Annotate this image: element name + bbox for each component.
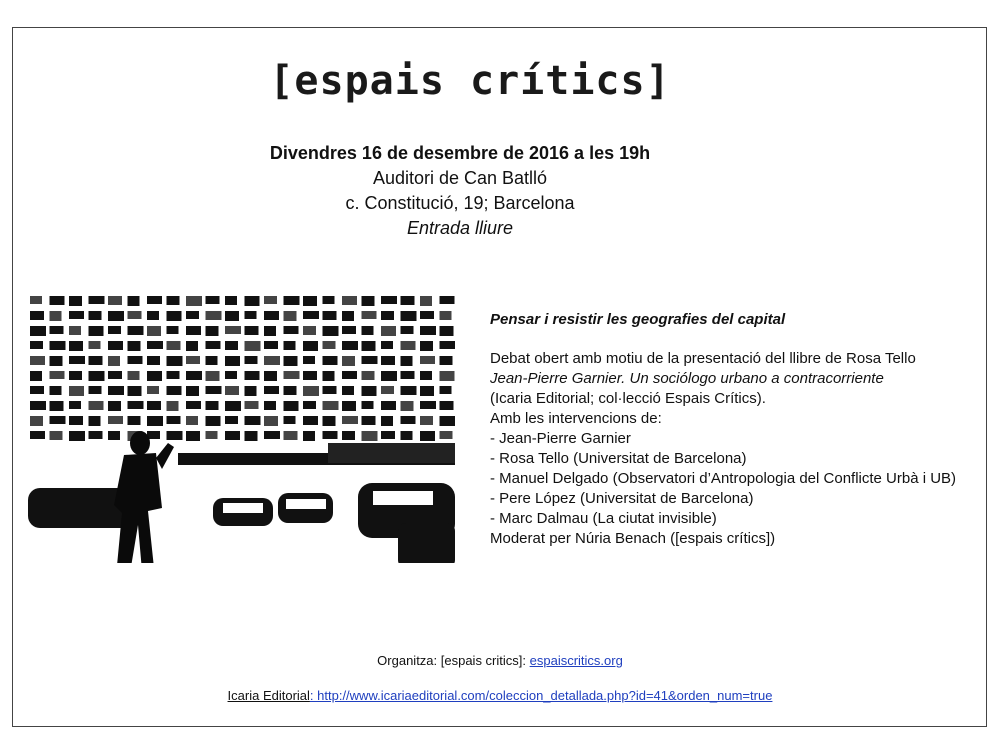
event-date: Divendres 16 de desembre de 2016 a les 19h (269, 143, 651, 163)
espais-critics-logo: [espais crítics] (269, 58, 671, 104)
organizer-line (0, 653, 1000, 668)
event-address: c. Constitució, 19; Barcelona (345, 193, 575, 213)
event-entry: Entrada lliure (406, 218, 514, 238)
publisher-line (0, 688, 1000, 703)
speaker-item: - Jean-Pierre Garnier (490, 430, 631, 447)
speaker-item: - Manuel Delgado (Observatori d’Antropologia del Conflicte Urbà i UB) (490, 470, 957, 487)
speaker-item: - Marc Dalmau (La ciutat invisible) (490, 510, 717, 527)
debate-intro: Debat obert amb motiu de la presentació del llibre de Rosa Tello (490, 350, 916, 367)
organizer-label: Organitza: [espais critics]: (377, 653, 530, 668)
debate-title: Pensar i resistir les geografies del capital (490, 311, 786, 328)
book-title: Jean-Pierre Garnier. Un sociólogo urbano a contracorriente (490, 370, 884, 387)
organizer-link[interactable]: espaiscritics.org (529, 653, 623, 668)
speaker-item: - Pere López (Universitat de Barcelona) (490, 490, 754, 507)
event-info (0, 141, 920, 241)
speakers-intro: Amb les intervencions de: (490, 410, 662, 427)
publisher-note: (Icaria Editorial; col·lecció Espais Crítics). (490, 390, 766, 407)
city-street-photo (28, 293, 455, 586)
moderator: Moderat per Núria Benach ([espais crítics]) (490, 530, 776, 547)
photo-graphic (28, 293, 455, 586)
speaker-item: - Rosa Tello (Universitat de Barcelona) (490, 450, 747, 467)
event-venue: Auditori de Can Batlló (372, 168, 548, 188)
event-description (490, 310, 980, 549)
publisher-link[interactable]: : http://www.icariaeditorial.com/coleccion_detallada.php?id=41&orden_num=true (309, 688, 773, 703)
publisher-label: Icaria Editorial (227, 688, 310, 703)
